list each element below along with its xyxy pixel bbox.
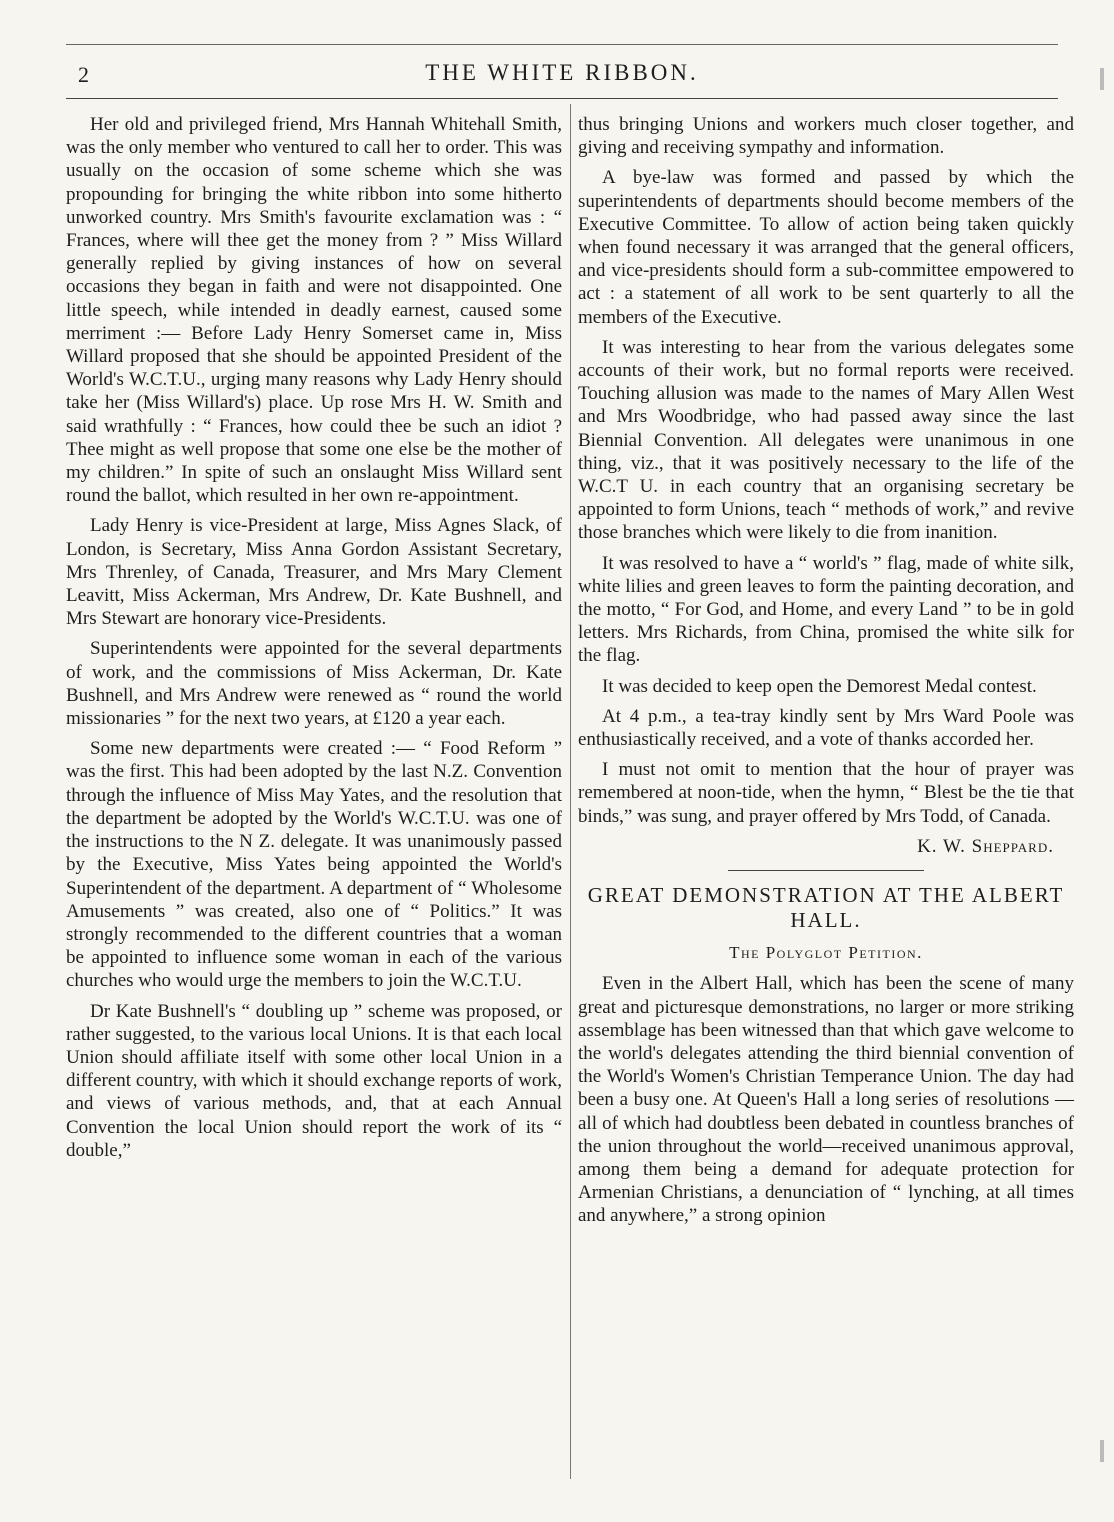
paragraph: It was decided to keep open the Demorest Medal contest. [602, 675, 1037, 697]
header-rule [66, 98, 1058, 99]
paragraph: thus bringing Unions and workers much closer together, and giving and receiving sympathy and information. [578, 114, 1074, 159]
paragraph: I must not omit to mention that the hour of prayer was remembered at noon-tide, when the hymn, “ Blest be the tie that binds,” was sung, and prayer offered by Mrs Todd, of Canada. [578, 759, 1074, 827]
paragraph: Superintendents were appointed for the several departments of work, and the commissions of Miss Ackerman, Dr. Kate Bushnell, and Mrs Andrew were renewed as “ round the world missionaries ” for the next two years, at £120 a year each. [66, 638, 562, 730]
left-column [66, 113, 562, 1169]
scan-edge-mark [1100, 1440, 1104, 1462]
paragraph: Lady Henry is vice-President at large, Miss Agnes Slack, of London, is Secretary, Miss Anna Gordon Assistant Secretary, Mrs Threnley, of Canada, Treasurer, and Mrs Mary Clement Leavitt, Miss Ackerman, Mrs Andrew, Dr. Kate Bushnell, and Mrs Stewart are honorary vice-Presidents. [66, 515, 562, 630]
paragraph: Some new departments were created :— “ Food Reform ” was the first. This had been adopted by the last N.Z. Convention through the influence of Miss May Yates, and the resolution that the department be adopted by the World's W.C.T.U. was one of the instructions to the N Z. delegate. It was unanimously passed by the Executive, Miss Yates being appointed the World's Superintendent of the department. A department of “ Wholesome Amusements ” was created, also one of “ Politics.” It was strongly recommended to the different countries that a woman be appointed to influence some woman in each of the various churches who would urge the members to join the W.C.T.U. [66, 738, 562, 992]
paragraph: At 4 p.m., a tea-tray kindly sent by Mrs Ward Poole was enthusiastically received, and a vote of thanks accorded her. [578, 705, 1074, 751]
paragraph: A bye-law was formed and passed by which the superintendents of departments should become members of the Executive Committee. To allow of action being taken quickly when found necessary it was arranged that the general officers, and vice-presidents should form a sub-committee empowered to act : a statement of all work to be sent quarterly to all the members of the Executive. [578, 167, 1074, 328]
column-divider [570, 104, 571, 1479]
paragraph: Her old and privileged friend, Mrs Hannah Whitehall Smith, was the only member who ventured to call her to order. This was usually on the occasion of some scheme which she was propounding for bringing the white ribbon into some hitherto unworked country. Mrs Smith's favourite exclamation was : “ Frances, where will thee get the money from ? ” Miss Willard generally replied by giving instances of how on several occasions they began in faith and were not disappointed. One little speech, while intended in deadly earnest, caused some merriment :— Before Lady Henry Somerset came in, Miss Willard proposed that she should be appointed President of the World's W.C.T.U., urging many reasons why Lady Henry should take her (Miss Willard's) place. Up rose Mrs H. W. Smith and said wrathfully : “ Frances, how could thee be such an idiot ? Thee might as well propose that some one else be the mother of my children.” In spite of such an onslaught Miss Willard sent round the ballot, which resulted in her own re-appointment. [66, 114, 562, 507]
paragraph: It was interesting to hear from the various delegates some accounts of their work, but no formal reports were received. Touching allusion was made to the names of Mary Allen West and Mrs Woodbridge, who had passed away since the last Biennial Convention. All delegates were unanimous in one thing, viz., that it was positively necessary to the life of the W.C.T U. in each country that an organising secretary be appointed to form Unions, teach “ methods of work,” and revive those branches which were likely to die from inanition. [578, 336, 1074, 544]
newspaper-title: THE WHITE RIBBON. [425, 60, 699, 85]
page-number: 2 [78, 62, 89, 87]
right-column [578, 113, 1074, 1235]
article-subheading: The Polyglot Petition. [729, 943, 923, 963]
article-body: Even in the Albert Hall, which has been the scene of many great and picturesque demonstrations, no larger or more striking assemblage has been witnessed than that which gave welcome to the world's delegates attending the third biennial convention of the World's Women's Christian Temperance Union. The day had been a busy one. At Queen's Hall a long series of resolutions —all of which had doubtless been debated in countless branches of the union throughout the world—received unanimous approval, among them being a demand for adequate protection for Armenian Christians, a denunciation of “ lynching, at all times and anywhere,” a strong opinion [578, 973, 1074, 1227]
top-border-rule [66, 44, 1058, 45]
author-signature: K. W. Sheppard. [917, 835, 1054, 857]
paragraph: Dr Kate Bushnell's “ doubling up ” scheme was proposed, or rather suggested, to the various local Unions. It is that each local Union should affiliate itself with some other local Union in a different country, with which it should exchange reports of work, and views of various methods, and, that at each Annual Convention the local Union should report the work of its “ double,” [66, 1000, 562, 1161]
article-headline: GREAT DEMONSTRATION AT THE ALBERT HALL. [587, 883, 1065, 933]
page-header [66, 58, 1058, 94]
paragraph: It was resolved to have a “ world's ” flag, made of white silk, white lilies and green leaves to form the painting decoration, and the motto, “ For God, and Home, and every Land ” to be in gold letters. Mrs Richards, from China, promised the white silk for the flag. [578, 552, 1074, 667]
section-divider-rule [728, 870, 924, 871]
scan-edge-mark [1100, 68, 1104, 90]
